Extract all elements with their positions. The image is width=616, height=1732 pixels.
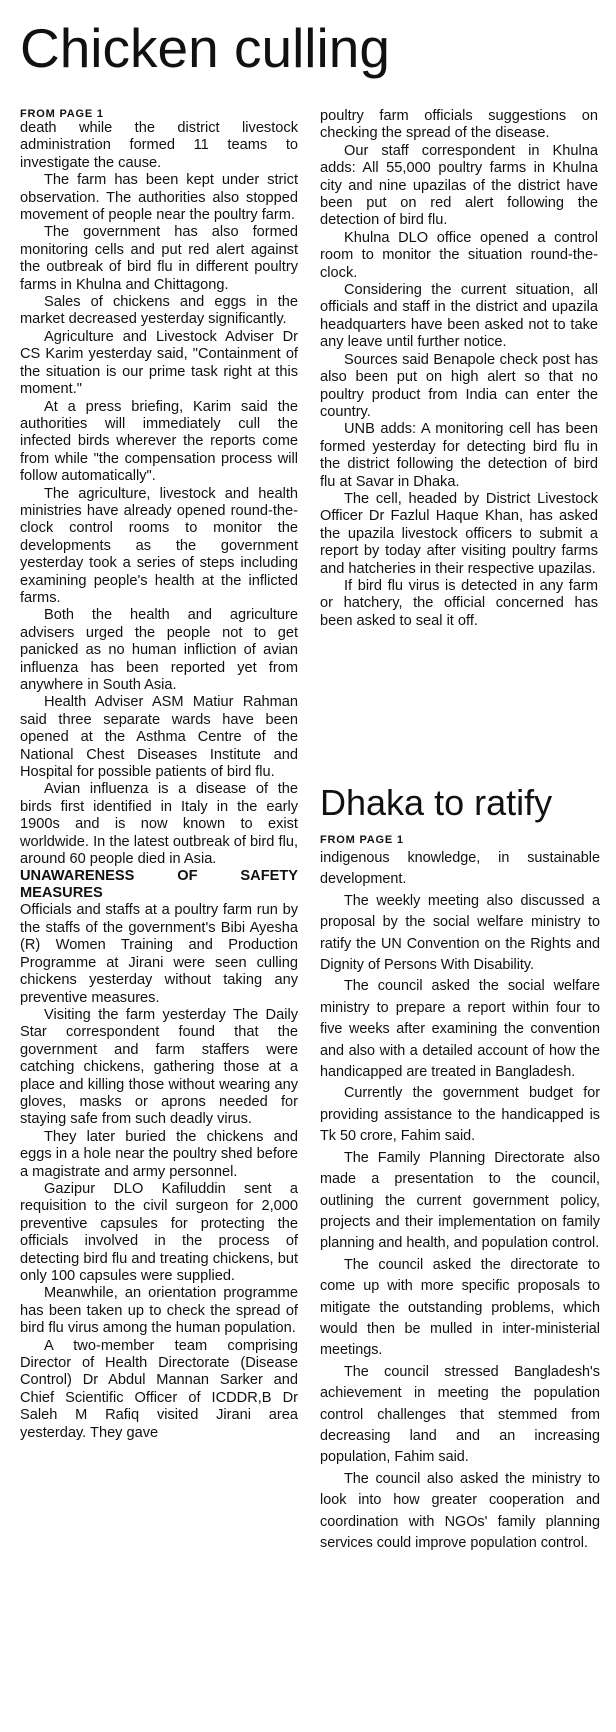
second-article-body (320, 834, 600, 1554)
paragraph: The government has also formed monitoring cells and put red alert against the outbreak of bird flu in different poultry farms in Khulna and Chittagong. (20, 224, 298, 293)
paragraph: Our staff correspondent in Khulna adds: All 55,000 poultry farms in Khulna city and nine upazilas of the district have been put on red alert following the detection of bird flu. (320, 142, 598, 229)
paragraph: The weekly meeting also discussed a proposal by the social welfare ministry to ratify the UN Convention on the Rights and Dignity of Persons With Disability. (320, 892, 600, 974)
paragraph: They later buried the chickens and eggs in a hole near the poultry shed before a magistrate and army personnel. (20, 1128, 298, 1180)
paragraph: If bird flu virus is detected in any farm or hatchery, the official concerned has been asked to seal it off. (320, 577, 598, 629)
article-headline: Dhaka to ratify (320, 782, 553, 823)
second-article (320, 780, 600, 1554)
paragraph: The council also asked the ministry to look into how greater cooperation and coordination with NGOs' family planning services could improve population control. (320, 1470, 600, 1551)
section-subhead: UNAWARENESS OF SAFETY MEASURES (20, 868, 298, 902)
from-page-label: FROM PAGE 1 (20, 108, 104, 120)
paragraph: Health Adviser ASM Matiur Rahman said three separate wards have been opened at the Asthma Centre of the National Chest Diseases Institute and Hospital for possible patients of bird flu. (20, 694, 298, 781)
paragraph: Gazipur DLO Kafiluddin sent a requisition to the civil surgeon for 2,000 preventive capsules for protecting the officials involved in the process of detecting bird flu and treating chickens, but only 100 capsules were supplied. (20, 1180, 298, 1284)
paragraph: Considering the current situation, all officials and staff in the district and upazila headquarters have been asked not to take any leave until further notice. (320, 282, 598, 351)
paragraph: The Family Planning Directorate also made a presentation to the council, outlining the current government policy, projects and their implementation on family planning and health, and population control. (320, 1149, 600, 1252)
paragraph: death while the district livestock administration formed 11 teams to investigate the cause. (20, 120, 298, 171)
paragraph: Khulna DLO office opened a control room to monitor the situation round-the-clock. (320, 229, 598, 281)
paragraph: The cell, headed by District Livestock Officer Dr Fazlul Haque Khan, has asked the upazila livestock officers to submit a report by today after visiting poultry farms and hatcheries in their respective upazilas. (320, 490, 598, 577)
paragraph: The council asked the social welfare ministry to prepare a report within four to five weeks after examining the convention and also with a detailed account of how the handicapped are treated in Bangladesh. (320, 978, 600, 1081)
paragraph: At a press briefing, Karim said the authorities will immediately cull the infected birds wherever the reports come from while "the compensation process will follow automatically". (20, 398, 298, 485)
paragraph: Avian influenza is a disease of the birds first identified in Italy in the early 1900s and is now known to exist worldwide. In the latest outbreak of bird flu, around 60 people died in Asia. (20, 781, 298, 868)
paragraph: Visiting the farm yesterday The Daily Star correspondent found that the government and farm staffers were catching chickens, gathering those at a place and killing those without wearing any gloves, masks or aprons needed for staying safe from such deadly virus. (20, 1006, 298, 1128)
paragraph: The council asked the directorate to come up with more specific proposals to mitigate the outstanding problems, which would then be mulled in inter-ministerial meetings. (320, 1256, 600, 1359)
paragraph: Sources said Benapole check post has also been put on high alert so that no poultry product from India can enter the country. (320, 351, 598, 420)
paragraph: Sales of chickens and eggs in the market decreased yesterday significantly. (20, 294, 298, 328)
paragraph: Agriculture and Livestock Adviser Dr CS Karim yesterday said, "Containment of the situation is our prime task right at this moment." (20, 328, 298, 398)
paragraph: A two-member team comprising Director of Health Directorate (Disease Control) Dr Abdul Mannan Sarker and Chief Scientific Officer of ICDDR,B Dr Saleh M Rafiq visited Jirani area yesterday. They gave (20, 1337, 298, 1441)
paragraph: The agriculture, livestock and health ministries have already opened round-the-clock control rooms to monitor the developments as the government yesterday took a series of steps including examining people's health at the inflicted farms. (20, 485, 298, 606)
paragraph: Meanwhile, an orientation programme has been taken up to check the spread of bird flu virus among the human population. (20, 1285, 298, 1337)
paragraph: Officials and staffs at a poultry farm run by the staffs of the government's Bibi Ayesha (R) Women Training and Production Programme at Jirani were seen culling chickens yesterday without taking any preventive measures. (20, 902, 298, 1006)
paragraph: UNB adds: A monitoring cell has been formed yesterday for detecting bird flu in the district following the detection of bird flu at Savar in Dhaka. (320, 421, 598, 490)
paragraph: The farm has been kept under strict observation. The authorities also stopped movement of people near the poultry farm. (20, 172, 298, 224)
paragraph: The council stressed Bangladesh's achievement in meeting the population control challenges that stemmed from decreasing land and an increasing population, Fahim said. (320, 1363, 600, 1466)
paragraph: Currently the government budget for providing assistance to the handicapped is Tk 50 crore, Fahim said. (320, 1085, 600, 1145)
paragraph: Both the health and agriculture advisers urged the people not to get panicked as no human infliction of avian influenza has been reported yet from anywhere in South Asia. (20, 607, 298, 693)
article-left-column (20, 108, 298, 1442)
paragraph: indigenous knowledge, in sustainable development. (320, 850, 600, 888)
paragraph: poultry farm officials suggestions on checking the spread of the disease. (320, 108, 598, 142)
from-page-label: FROM PAGE 1 (320, 834, 404, 846)
article-right-column (320, 108, 598, 630)
article-headline: Chicken culling (20, 17, 390, 79)
